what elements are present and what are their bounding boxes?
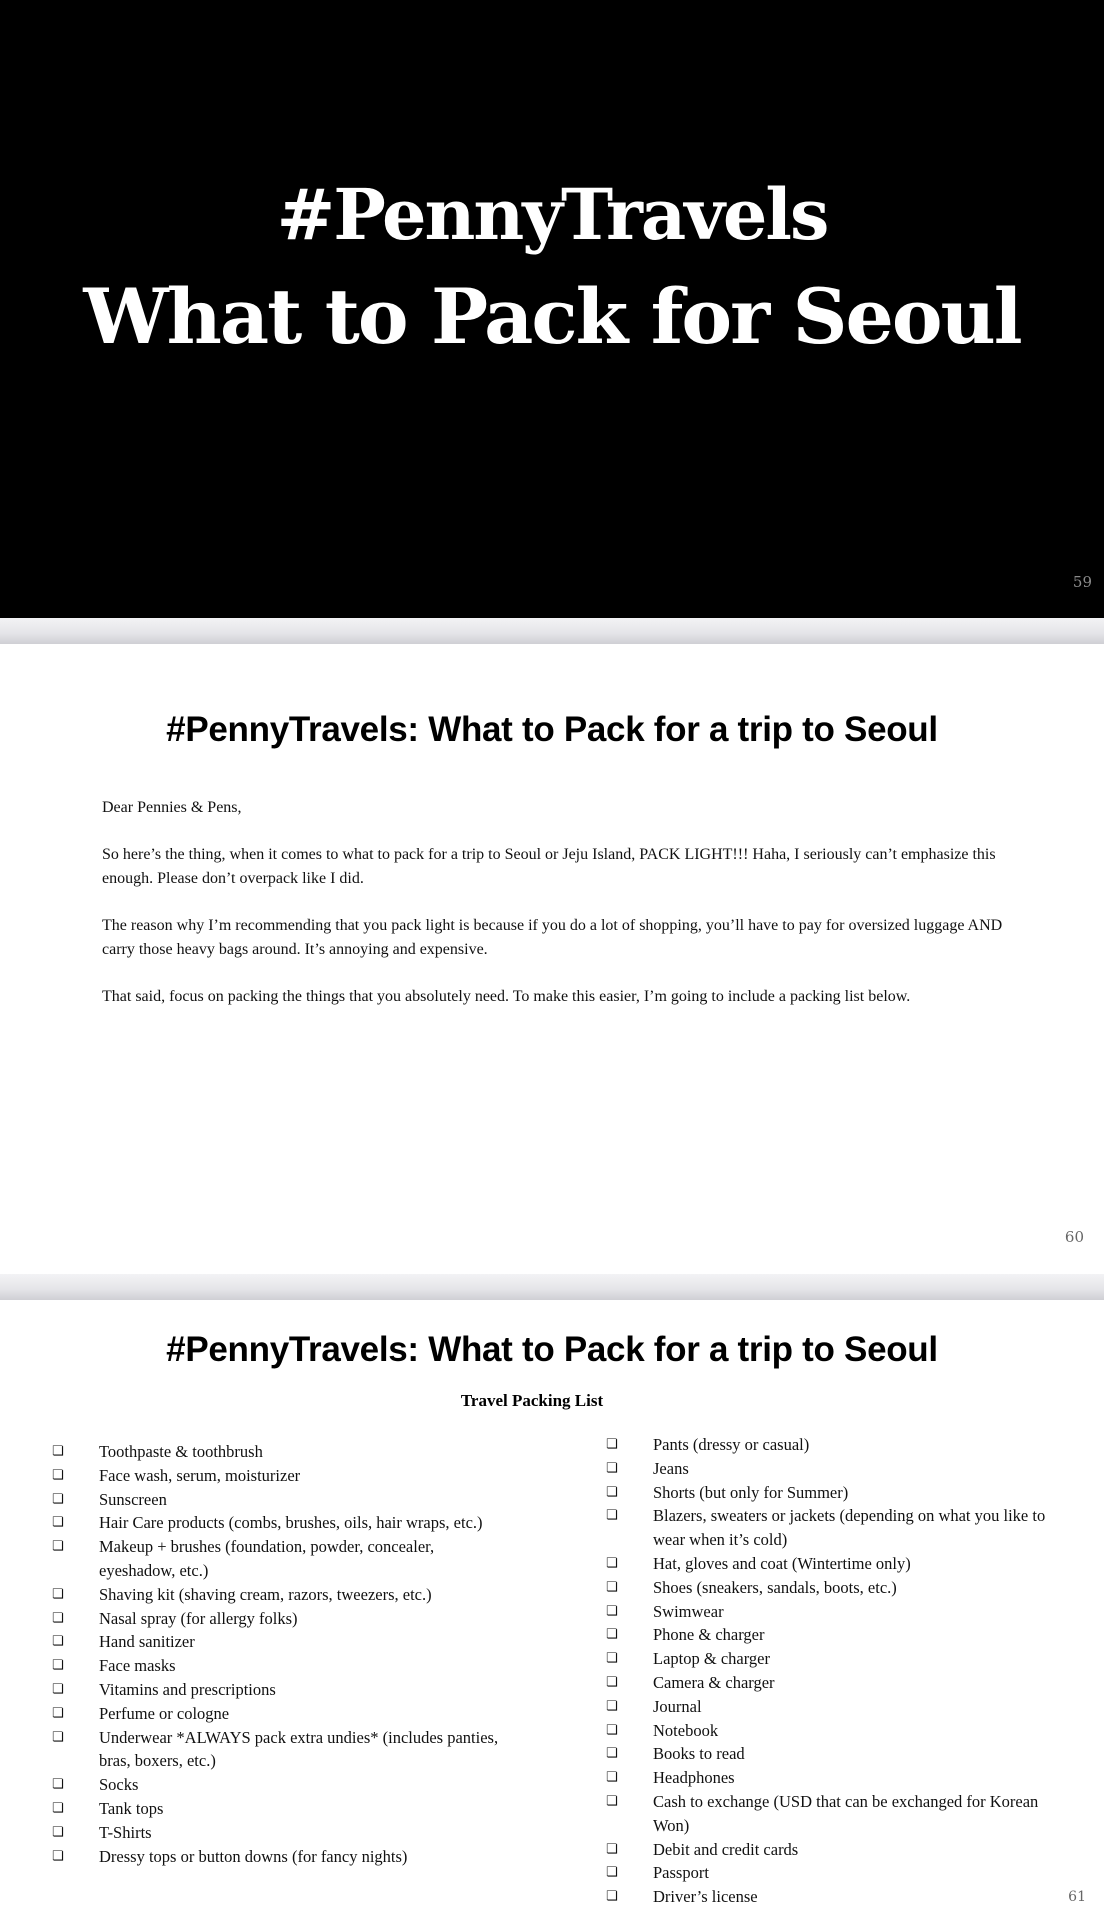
checklist-item-label: Pants (dressy or casual) (653, 1435, 810, 1454)
checklist-item-label: Notebook (653, 1720, 719, 1740)
page-number: 59 (1072, 573, 1092, 591)
checkbox-icon: ❏ (606, 1698, 618, 1714)
checklist-item-label: Shaving kit (shaving cream, razors, tweezers, etc.) (99, 1584, 432, 1604)
checkbox-icon: ❏ (52, 1444, 64, 1459)
checklist-item (606, 1695, 1076, 1719)
checklist-item-label: Cash to exchange (USD that can be exchanged for Korean Won) (653, 1791, 1039, 1835)
body-paragraph: The reason why I’m recommending that you pack light is because if you do a lot of shopping, you’ll have to pay for oversized luggage AND carry those heavy bags around. It’s annoying and expensive. (102, 917, 1003, 958)
checkbox-icon: ❏ (52, 1824, 64, 1840)
packing-list-slide (0, 1300, 1104, 1923)
checkbox-icon: ❏ (606, 1484, 618, 1500)
checklist-item (52, 1511, 512, 1535)
checklist-item-label: Hair Care products (combs, brushes, oils, hair wraps, etc.) (99, 1513, 483, 1533)
checklist-item-label: Passport (653, 1863, 709, 1883)
checklist-item-label: Shoes (sneakers, sandals, boots, etc.) (653, 1577, 897, 1597)
checkbox-icon: ❏ (52, 1848, 64, 1864)
checklist-item (606, 1838, 1076, 1862)
checklist-item-label: Tank tops (99, 1798, 164, 1818)
checkbox-icon: ❏ (52, 1800, 64, 1816)
checkbox-icon: ❏ (52, 1586, 64, 1602)
checkbox-icon: ❏ (52, 1705, 64, 1721)
checklist-item-label: Debit and credit cards (653, 1839, 799, 1859)
slide-separator (0, 618, 1104, 644)
checklist-item-label: Vitamins and prescriptions (99, 1679, 276, 1699)
checkbox-icon: ❏ (606, 1770, 618, 1786)
checklist-item (606, 1861, 1076, 1885)
packing-list-subtitle: Travel Packing List (460, 1391, 604, 1410)
checklist-item (606, 1433, 1076, 1457)
checklist-item-label: Nasal spray (for allergy folks) (99, 1608, 298, 1628)
checklist-item (52, 1821, 512, 1845)
checklist-item-label: Journal (653, 1696, 702, 1716)
checklist-item-label: Socks (99, 1775, 139, 1795)
checklist-item (52, 1607, 512, 1631)
checkbox-icon: ❏ (52, 1681, 64, 1697)
checklist-item (606, 1671, 1076, 1695)
slide-separator (0, 1274, 1104, 1300)
page-number: 61 (1068, 1889, 1086, 1905)
checkbox-icon: ❏ (52, 1777, 64, 1793)
checkbox-icon: ❏ (606, 1865, 618, 1881)
title-slide (0, 0, 1104, 618)
checklist-item-label: Headphones (653, 1768, 735, 1788)
checklist-item (52, 1678, 512, 1702)
checklist-item (606, 1647, 1076, 1671)
checklist-item (52, 1773, 512, 1797)
checkbox-icon: ❏ (52, 1729, 64, 1745)
checklist-item (52, 1845, 512, 1869)
checklist-item-label: T-Shirts (99, 1822, 152, 1842)
checklist-item (606, 1504, 1076, 1552)
checklist-item (52, 1464, 512, 1488)
checkbox-icon: ❏ (606, 1793, 618, 1809)
checklist-item (606, 1719, 1076, 1743)
checkbox-icon: ❏ (606, 1508, 618, 1524)
checklist-item (606, 1576, 1076, 1600)
checklist-item-label: Face wash, serum, moisturizer (99, 1465, 301, 1485)
salutation: Dear Pennies & Pens, (102, 799, 242, 816)
intro-body (102, 796, 1022, 1032)
checklist-item-label: Jeans (653, 1458, 689, 1478)
checklist-item (606, 1623, 1076, 1647)
checklist-item (606, 1742, 1076, 1766)
checklist-item-label: Toothpaste & toothbrush (99, 1442, 263, 1461)
checklist-item-label: Shorts (but only for Summer) (653, 1482, 849, 1502)
intro-slide (0, 644, 1104, 1274)
checkbox-icon: ❏ (606, 1579, 618, 1595)
checkbox-icon: ❏ (606, 1722, 618, 1738)
checklist-item (52, 1583, 512, 1607)
page-number: 60 (1064, 1228, 1084, 1246)
checklist-item (606, 1481, 1076, 1505)
checklist-item-label: Underwear *ALWAYS pack extra undies* (includes panties, bras, boxers, etc.) (99, 1727, 499, 1771)
checklist-item-label: Sunscreen (99, 1489, 167, 1509)
checkbox-icon: ❏ (606, 1460, 618, 1476)
checkbox-icon: ❏ (52, 1467, 64, 1483)
packing-list-left-column (52, 1440, 512, 1868)
checklist-item (52, 1488, 512, 1512)
checklist-item (52, 1535, 512, 1583)
checkbox-icon: ❏ (52, 1491, 64, 1507)
packing-list-right-column (606, 1433, 1076, 1909)
checklist-item (606, 1885, 1076, 1909)
checkbox-icon: ❏ (52, 1515, 64, 1531)
checkbox-icon: ❏ (606, 1889, 618, 1905)
intro-slide-title: #PennyTravels: What to Pack for a trip to Seoul (166, 710, 938, 749)
checkbox-icon: ❏ (606, 1437, 618, 1452)
checklist-item (52, 1726, 512, 1774)
checklist-item-label: Driver’s license (653, 1887, 758, 1907)
checklist-item-label: Swimwear (653, 1601, 724, 1621)
checklist-item (52, 1797, 512, 1821)
checklist-item (52, 1630, 512, 1654)
checkbox-icon: ❏ (52, 1610, 64, 1626)
checklist-item-label: Phone & charger (653, 1625, 765, 1645)
body-paragraph: That said, focus on packing the things that you absolutely need. To make this easier, I’m going to include a packing list below. (102, 988, 911, 1005)
checkbox-icon: ❏ (606, 1603, 618, 1619)
checkbox-icon: ❏ (606, 1627, 618, 1643)
checkbox-icon: ❏ (606, 1555, 618, 1571)
checklist-item-label: Books to read (653, 1744, 745, 1764)
checklist-item (606, 1552, 1076, 1576)
checklist-item-label: Perfume or cologne (99, 1703, 230, 1723)
checklist-item-label: Blazers, sweaters or jackets (depending on what you like to wear when it’s cold) (653, 1506, 1046, 1550)
checkbox-icon: ❏ (606, 1746, 618, 1762)
checklist-item (52, 1654, 512, 1678)
checkbox-icon: ❏ (606, 1651, 618, 1667)
title-slide-line2: What to Pack for Seoul (83, 272, 1021, 361)
checklist-item-label: Hand sanitizer (99, 1632, 195, 1652)
checklist-item-label: Hat, gloves and coat (Wintertime only) (653, 1553, 911, 1573)
checkbox-icon: ❏ (606, 1674, 618, 1690)
checklist-item-label: Camera & charger (653, 1672, 775, 1692)
checklist-item (606, 1457, 1076, 1481)
checkbox-icon: ❏ (606, 1841, 618, 1857)
checkbox-icon: ❏ (52, 1634, 64, 1650)
checklist-item-label: Laptop & charger (653, 1649, 770, 1669)
checklist-item-label: Face masks (99, 1656, 176, 1676)
checklist-item (52, 1440, 512, 1464)
packing-list-title: #PennyTravels: What to Pack for a trip to Seoul (166, 1330, 938, 1369)
checkbox-icon: ❏ (52, 1539, 64, 1555)
checklist-item (606, 1600, 1076, 1624)
checklist-item (606, 1790, 1076, 1838)
checklist-item-label: Makeup + brushes (foundation, powder, concealer, eyeshadow, etc.) (99, 1537, 435, 1580)
checklist-item (52, 1702, 512, 1726)
checkbox-icon: ❏ (52, 1658, 64, 1674)
body-paragraph: So here’s the thing, when it comes to what to pack for a trip to Seoul or Jeju Island, PACK LIGHT!!! Haha, I seriously can’t emphasize this enough. Please don’t overpack like I did. (102, 846, 996, 887)
checklist-item-label: Dressy tops or button downs (for fancy nights) (99, 1846, 408, 1866)
title-slide-line1: #PennyTravels (276, 173, 828, 256)
checklist-item (606, 1766, 1076, 1790)
